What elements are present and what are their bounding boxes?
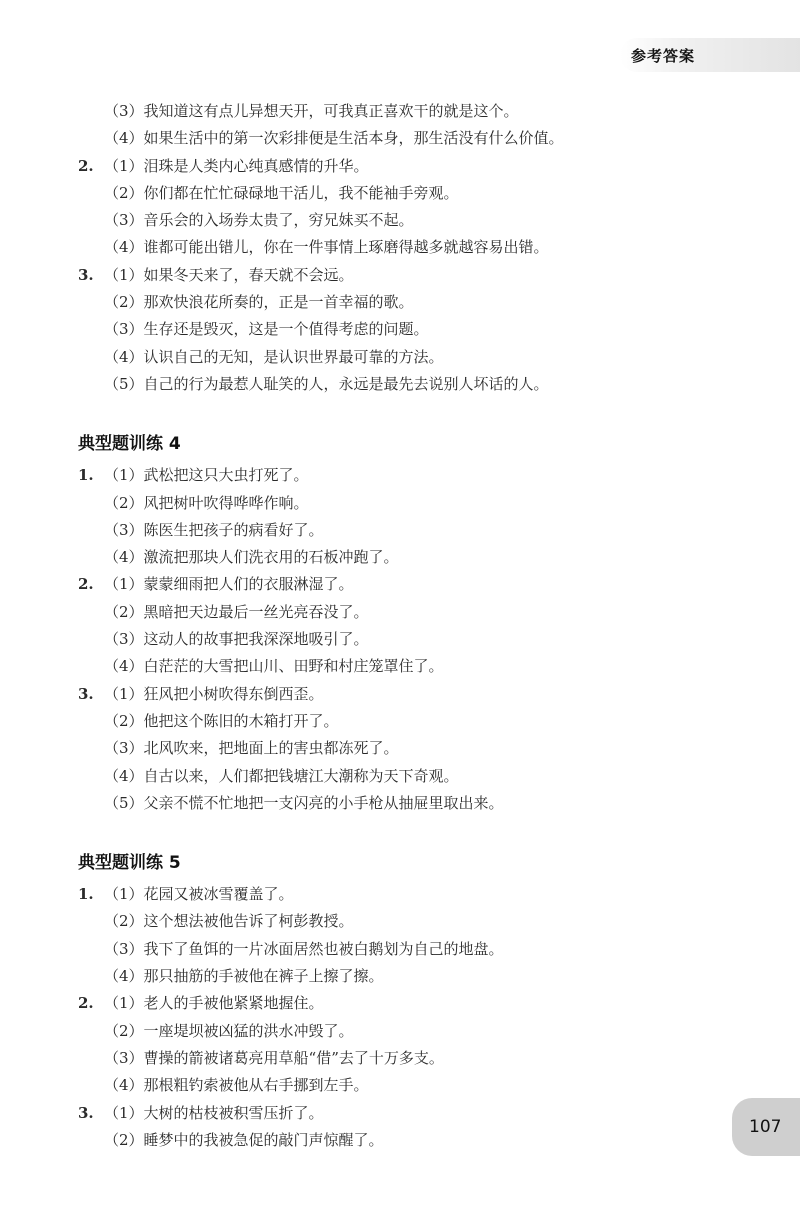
answer-line: （2）风把树叶吹得哗哗作响。	[104, 493, 309, 512]
answer-line: （5）父亲不慌不忙地把一支闪亮的小手枪从抽屉里取出来。	[104, 793, 504, 812]
answer-line: 2. （1）泪珠是人类内心纯真感情的升华。	[78, 156, 369, 175]
answer-line: （4）那根粗钓索被他从右手挪到左手。	[104, 1076, 369, 1095]
answer-line: （2）那欢快浪花所奏的，正是一首幸福的歌。	[104, 293, 414, 312]
answer-line: （2）一座堤坝被凶猛的洪水冲毁了。	[104, 1021, 354, 1040]
answer-line: （3）陈医生把孩子的病看好了。	[104, 520, 324, 539]
answer-line: （2）这个想法被他告诉了柯彭教授。	[104, 912, 354, 931]
answer-line: （4）认识自己的无知，是认识世界最可靠的方法。	[104, 347, 444, 366]
page-number: 107	[749, 1117, 782, 1137]
answer-line: （3）这动人的故事把我深深地吸引了。	[104, 630, 369, 649]
answer-line: 1. （1）武松把这只大虫打死了。	[78, 466, 309, 485]
answer-line: （3）我下了鱼饵的一片冰面居然也被白鹅划为自己的地盘。	[104, 939, 504, 958]
section-title: 典型题训练 5	[78, 853, 181, 874]
answer-line: 2. （1）蒙蒙细雨把人们的衣服淋湿了。	[78, 575, 354, 594]
answer-line: （2）他把这个陈旧的木箱打开了。	[104, 711, 339, 730]
answer-line: （2）睡梦中的我被急促的敲门声惊醒了。	[104, 1130, 384, 1149]
answer-line: 3. （1）狂风把小树吹得东倒西歪。	[78, 684, 324, 703]
answer-line: （5）自己的行为最惹人耻笑的人，永远是最先去说别人坏话的人。	[104, 374, 549, 393]
section-title: 典型题训练 4	[78, 434, 181, 455]
answer-line: （4）如果生活中的第一次彩排便是生活本身，那生活没有什么价值。	[104, 129, 564, 148]
answer-line: 2. （1）老人的手被他紧紧地握住。	[78, 994, 324, 1013]
section-4	[78, 428, 738, 817]
answer-line: （2）黑暗把天边最后一丝光亮吞没了。	[104, 602, 369, 621]
answer-line: 3. （1）如果冬天来了，春天就不会远。	[78, 265, 354, 284]
answer-line: （4）谁都可能出错儿，你在一件事情上琢磨得越多就越容易出错。	[104, 238, 549, 257]
answer-line: （4）自古以来，人们都把钱塘江大潮称为天下奇观。	[104, 766, 459, 785]
answer-line: （2）你们都在忙忙碌碌地干活儿，我不能袖手旁观。	[104, 183, 459, 202]
answer-line: （3）生存还是毁灭，这是一个值得考虑的问题。	[104, 320, 429, 339]
answer-line: （4）那只抽筋的手被他在裤子上擦了擦。	[104, 967, 384, 986]
answer-line: 1. （1）花园又被冰雪覆盖了。	[78, 885, 294, 904]
answer-line: （3）我知道这有点儿异想天开，可我真正喜欢干的就是这个。	[104, 102, 519, 120]
answer-line: （3）北风吹来，把地面上的害虫都冻死了。	[104, 739, 399, 758]
answer-content	[78, 98, 738, 1154]
answer-line: （4）白茫茫的大雪把山川、田野和村庄笼罩住了。	[104, 657, 444, 676]
page-number-tab	[732, 1098, 800, 1156]
answer-line: 3. （1）大树的枯枝被积雪压折了。	[78, 1103, 324, 1122]
page-header-title: 参考答案	[631, 47, 696, 65]
top-answer-block	[78, 98, 738, 398]
section-5	[78, 847, 738, 1154]
answer-line: （3）曹操的箭被诸葛亮用草船“借”去了十万多支。	[104, 1048, 444, 1067]
answer-line: （3）音乐会的入场券太贵了，穷兄妹买不起。	[104, 211, 414, 230]
answer-line: （4）激流把那块人们洗衣用的石板冲跑了。	[104, 548, 399, 567]
